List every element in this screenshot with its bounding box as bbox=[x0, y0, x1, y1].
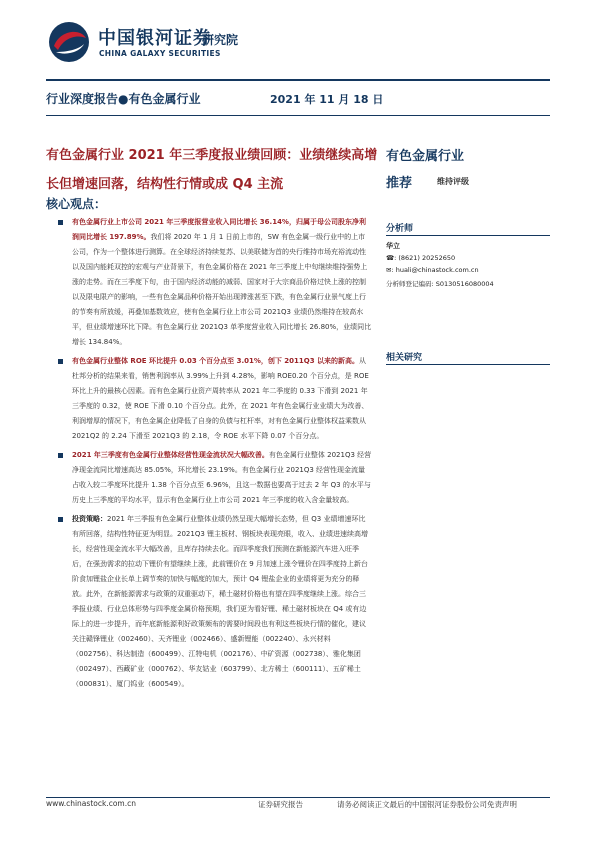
rating: 推荐 bbox=[386, 176, 413, 191]
paragraph-lead: 2021 年三季度有色金属行业整体经营性现金流状况大幅改善。 bbox=[72, 451, 269, 459]
footer-doc-type: 证券研究报告 bbox=[258, 800, 303, 809]
view-paragraph bbox=[66, 512, 372, 692]
related-research-rule bbox=[386, 364, 550, 365]
paragraph-text: 从杜邦分析的结果来看，销售利润率从 3.99%上升到 4.28%，影响 ROE0.20 个百分点，是 ROE 环比上升的最核心因素。而有色金属行业资产周转率从 2021 年二季度的 0.33 下滑到 2021 年三季度的 0.32，使 ROE 下滑 0.10 个百分点。此外，在 2021 年有色金属行业业绩大为改善、利润增厚的情况下，有色金属企业降低了自身的负债与杠杆率，对有色金属行业整体权益乘数从 2021Q2 的 2.24 下滑至 2021Q3 的 2.18，令 ROE 水平下降 0.07 个百分点。 bbox=[72, 357, 369, 440]
header-subrule bbox=[46, 115, 550, 116]
report-category: 行业深度报告●有色金属行业 bbox=[46, 92, 201, 106]
view-paragraph bbox=[66, 354, 372, 444]
core-views-heading: 核心观点： bbox=[46, 197, 107, 211]
related-research-heading: 相关研究 bbox=[386, 353, 423, 363]
brand-name-en: CHINA GALAXY SECURITIES bbox=[99, 49, 221, 58]
galaxy-logo-icon bbox=[46, 20, 92, 64]
paragraph-lead: 投资策略： bbox=[72, 515, 107, 523]
paragraph-lead: 有色金属行业上市公司 2021 年三季度报营业收入同比增长 36.14%，归属于母公司股东净利润同比增长 197.89%。 bbox=[72, 218, 366, 241]
footer-website-link[interactable]: www.chinastock.com.cn bbox=[46, 799, 136, 808]
report-title: 有色金属行业 2021 年三季度报业绩回顾：业绩继续高增长但增速回落，结构性行情或成 Q4 主流 bbox=[46, 148, 378, 192]
analyst-heading: 分析师 bbox=[386, 224, 414, 234]
analyst-rule bbox=[386, 235, 550, 236]
core-views-body bbox=[66, 215, 372, 696]
footer-rule bbox=[46, 797, 550, 798]
brand-department: 研究院 bbox=[202, 33, 239, 47]
analyst-email[interactable]: ✉: huali@chinastock.com.cn bbox=[386, 266, 479, 274]
paragraph-text: 2021 年三季报有色金属行业整体业绩仍然呈现大幅增长态势，但 Q3 业绩增速环比有所回落，结构性特征更为明显。2021Q3 锂主板材、钢板块表现亮眼，收入、业绩进速续高增长，经营性现金流水平大幅改善，且库存持续去化。而四季度我们预测在新能源汽车进入旺季后，在强劲需求的拉动下锂价有望继续上涨，此前锂价在 9 月加速上涨令锂价在四季度持上新台阶食加锂盐企业长单上调节奏的加快与幅度的加大，预计 Q4 锂盐企业的业绩将更为充分的释放。此外，在新能源需求与政策的双重驱动下，稀土磁材价格也有望在四季度继续上涨。综合三季报业绩、行业总体形势与四季度金属价格预期，我们更为看好锂、稀土磁材板块在 Q4 或有边际上的进一步提升，而年底新能源利好政策频布的需要时间段也有利这些板块行情的催化，建议关注赣锋锂业（002460）、天齐锂业（002466）、盛新锂能（002240）、永兴材料（002756）、科达制造（600499）、江特电机（002176）、中矿资源（002738）、雅化集团（002497）、西藏矿业（000762）、华友钴业（603799）、北方稀土（600111）、五矿稀土（000831）、厦门钨业（600549）。 bbox=[72, 515, 369, 688]
sector-name: 有色金属行业 bbox=[386, 149, 465, 164]
paragraph-text: 有色金属行业整体 2021Q3 经营净现金流同比增速高达 85.05%，环比增长 23.19%。有色金属行业 2021Q3 经营性现金流量占收入较二季度环比提升 1.38 个百分点至 6.96%，且这一数据也要高于过去 2 年 Q3 的水平与历史上三季度的平均水平，显示有色金属行业上市公司 2021 年三季度的收入含金量较高。 bbox=[72, 451, 372, 504]
rating-note: 维持评级 bbox=[437, 177, 469, 186]
analyst-phone: ☎: (8621) 20252650 bbox=[386, 254, 456, 262]
brand-name-cn: 中国银河证券 bbox=[98, 28, 212, 49]
footer-disclaimer: 请务必阅读正文最后的中国银河证券股份公司免责声明 bbox=[337, 800, 517, 809]
paragraph-lead: 有色金属行业整体 ROE 环比提升 0.03 个百分点至 3.01%，创下 2011Q3 以来的新高。 bbox=[72, 357, 360, 365]
report-date: 2021 年 11 月 18 日 bbox=[270, 93, 384, 106]
analyst-certificate: 分析师登记编码: S0130516080004 bbox=[386, 280, 494, 288]
analyst-name: 华立 bbox=[386, 242, 400, 250]
view-paragraph bbox=[66, 215, 372, 350]
paragraph-text: 我们将 2020 年 1 月 1 日前上市的，SW 有色金属一级行业中的上市公司，作为一个整体进行测算。在全球经济持续复苏、以美联储为首的央行维持市场充裕流动性以及国内能耗双控的宏观与产业背景下，有色金属价格在 2021 年三季度上中旬继续维持强势上涨的走势。而在三季度下旬，由于国内经济动能的减弱、国家对于大宗商品价格过快上涨的控制以及限电限产的影响，一些有色金属品种价格开始出现滞涨甚至下跌，有色金属行业景气度上行的节奏有所放缓，再叠加基数效应，使有色金属行业上市公司 2021Q3 业绩仍然维持在较高水平，但业绩增速环比下降。有色金属行业 2021Q3 单季度营业收入同比增长 26.80%，业绩同比增长 134.84%。 bbox=[72, 233, 372, 346]
view-paragraph bbox=[66, 448, 372, 508]
brand-logo bbox=[46, 18, 256, 68]
header-rule bbox=[46, 79, 550, 81]
